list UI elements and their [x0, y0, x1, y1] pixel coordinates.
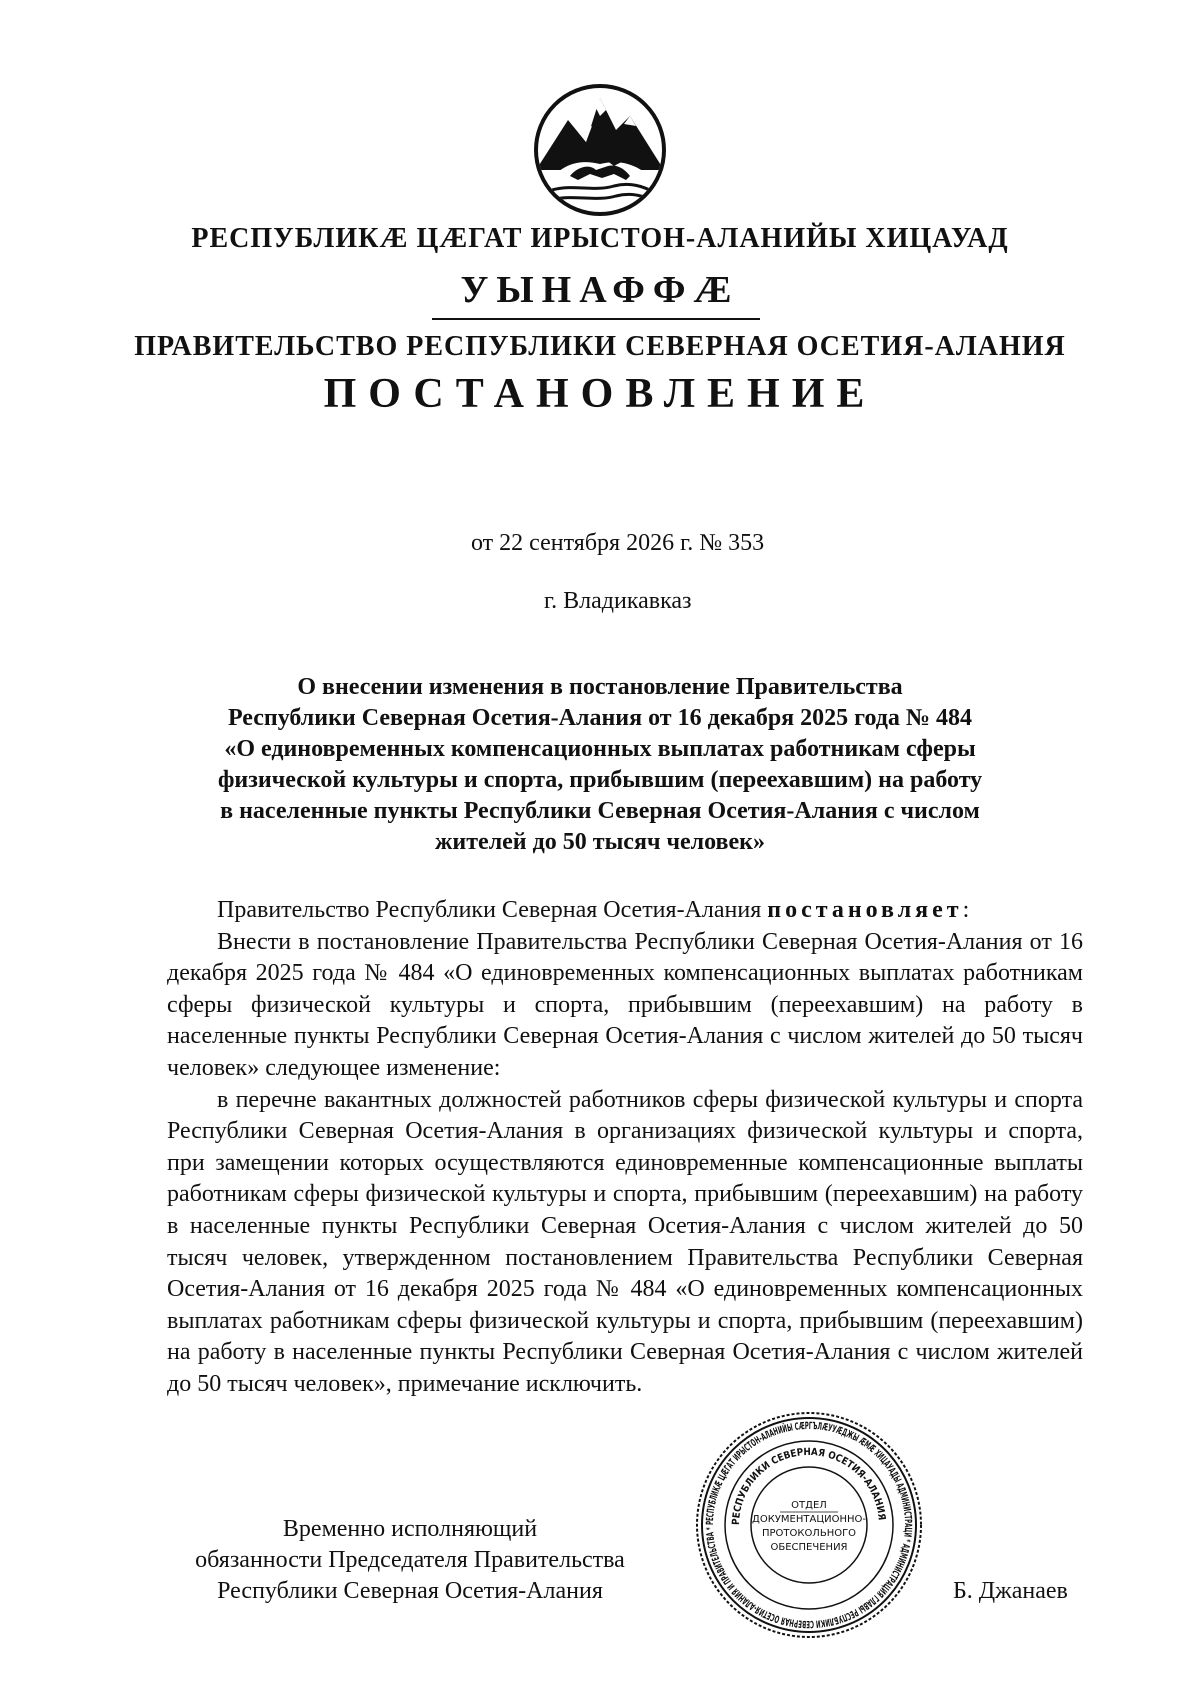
signatory-name: Б. Джанаев: [953, 1578, 1068, 1604]
title-line: жителей до 50 тысяч человек»: [435, 829, 765, 855]
document-body: [167, 895, 1083, 1401]
coat-of-arms-emblem: [530, 80, 670, 220]
document-city: г. Владикавказ: [544, 588, 692, 614]
title-line: О внесении изменения в постановление Правительства: [297, 674, 903, 700]
body-paragraph-2: в перечне вакантных должностей работников сферы физической культуры и спорта Республики Северная Осетия-Алания в организациях физической культуры и спорта, при замещении которых осуществляются единовременные компенсационные выплаты работникам сферы физической культуры и спорта, прибывшим (переехавшим) на работу в населенные пункты Республики Северная Осетия-Алания с числом жителей до 50 тысяч человек, утвержденном постановлением Правительства Республики Северная Осетия-Алания от 16 декабря 2025 года № 484 «О единовременных компенсационных выплатах работникам сферы физической культуры и спорта, прибывшим (переехавшим) на работу в населенные пункты Республики Северная Осетия-Алания с числом жителей до 50 тысяч человек», примечание исключить.: [167, 1086, 1083, 1397]
document-date-number: от 22 сентября 2026 г. № 353: [471, 530, 765, 556]
stamp-center-line: ДОКУМЕНТАЦИОННО-: [752, 1514, 866, 1525]
title-line: «О единовременных компенсационных выплатах работникам сферы: [224, 736, 976, 762]
title-line: в населенные пункты Республики Северная Осетия-Алания с числом: [220, 798, 980, 824]
russian-document-type: ПОСТАНОВЛЕНИЕ: [323, 371, 877, 417]
intro-prefix: Правительство Республики Северная Осетия-Алания: [217, 897, 768, 923]
stamp-outer-text-path: РЕСПУБЛИКӔ ЦӔГАТ ИРЫСТОН-АЛАНИЙЫ СӔРГЪЛӔУУӔДЖЫ ӔМӔ ХИЦАУАДЫ АДМИНИСТРАЦИ * АДМИНИСТРАЦИЯ ГЛАВЫ РЕСПУБЛИКИ СЕВЕРНАЯ ОСЕТИЯ-АЛАНИЯ И ПРАВИТЕЛЬСТВА *: [704, 1420, 914, 1630]
position-line: Временно исполняющий: [282, 1516, 538, 1542]
signatory-position: [160, 1514, 660, 1607]
official-stamp: [694, 1410, 924, 1640]
ossetian-document-type: УЫНАФФӔ: [460, 269, 740, 311]
russian-government-heading: ПРАВИТЕЛЬСТВО РЕСПУБЛИКИ СЕВЕРНАЯ ОСЕТИЯ-АЛАНИЯ: [134, 331, 1066, 362]
intro-suffix: :: [962, 897, 970, 923]
stamp-center-line: ОБЕСПЕЧЕНИЯ: [770, 1542, 848, 1553]
title-line: Республики Северная Осетия-Алания от 16 декабря 2025 года № 484: [227, 705, 973, 731]
resolves-verb: постановляет: [767, 897, 963, 923]
stamp-center-line: ОТДЕЛ: [791, 1500, 827, 1511]
position-line: Республики Северная Осетия-Алания: [217, 1578, 603, 1604]
body-paragraph-1: Внести в постановление Правительства Республики Северная Осетия-Алания от 16 декабря 2025 года № 484 «О единовременных компенсационных выплатах работникам сферы физической культуры и спорта, прибывшим (переехавшим) на работу в населенные пункты Республики Северная Осетия-Алания с числом жителей до 50 тысяч человек» следующее изменение:: [167, 928, 1083, 1081]
ossetian-government-heading: РЕСПУБЛИКӔ ЦӔГАТ ИРЫСТОН-АЛАНИЙЫ ХИЦАУАД: [191, 223, 1009, 254]
heading-underline: [432, 318, 760, 320]
stamp-inner-text-path: РЕСПУБЛИКИ СЕВЕРНАЯ ОСЕТИЯ-АЛАНИЯ: [730, 1446, 887, 1526]
stamp-center-line: ПРОТОКОЛЬНОГО: [761, 1528, 857, 1539]
title-line: физической культуры и спорта, прибывшим (переехавшим) на работу: [217, 767, 983, 793]
position-line: обязанности Председателя Правительства: [195, 1547, 625, 1573]
document-title: [170, 672, 1030, 858]
resolution-intro: [167, 895, 1083, 927]
